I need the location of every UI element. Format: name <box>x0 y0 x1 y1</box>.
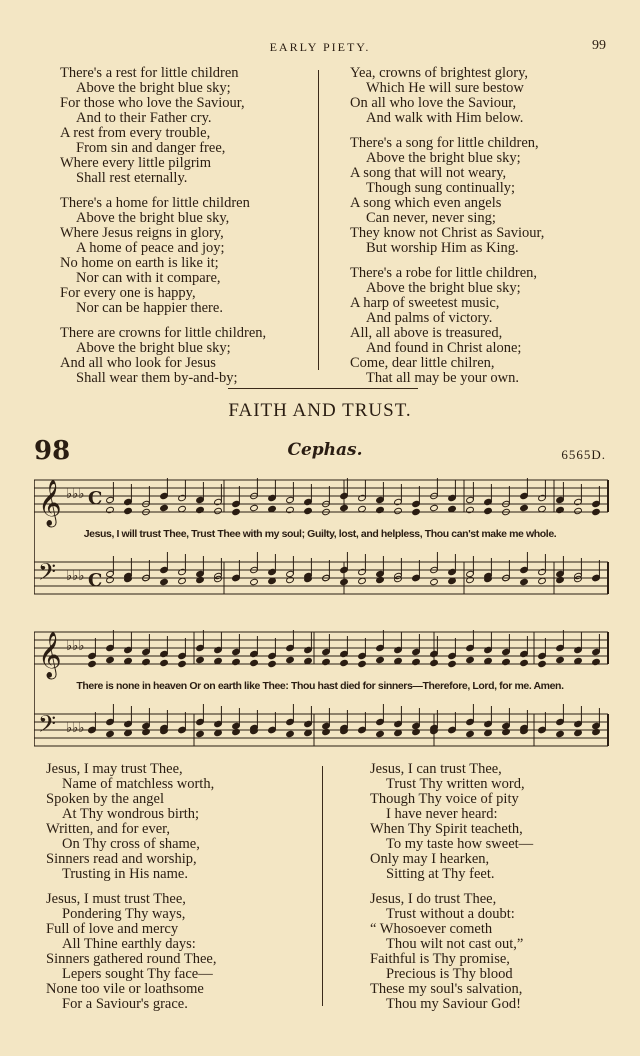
note-head <box>502 728 511 735</box>
verse-line: There are crowns for little children, <box>60 325 267 341</box>
note-head <box>322 728 331 735</box>
note-head <box>502 658 511 665</box>
verse-line: Where every little pilgrim <box>60 155 211 171</box>
note-head <box>178 660 187 667</box>
note-head <box>556 730 565 737</box>
note-head <box>214 507 223 514</box>
note-head <box>592 658 601 665</box>
verse-line: A song that will not weary, <box>350 165 507 181</box>
section-title: FAITH AND TRUST. <box>228 400 412 421</box>
note-head <box>556 576 565 583</box>
bass-staff <box>34 562 608 594</box>
bottom-right-verses <box>370 762 610 1022</box>
verse-line: Which He will sure bestow <box>366 80 524 96</box>
note-head <box>250 659 259 666</box>
verse-line: Faithful is Thy promise, <box>370 951 510 967</box>
verse-line: But worship Him as King. <box>366 240 519 256</box>
verse-line: There's a robe for little children, <box>350 265 538 281</box>
note-head <box>394 507 403 514</box>
note-head <box>538 660 547 667</box>
note-head <box>466 576 475 583</box>
verse-line: Above the bright blue sky; <box>366 280 521 296</box>
note-head <box>376 576 385 583</box>
verse-line: I have never heard: <box>386 806 498 822</box>
meter: 6565D. <box>561 447 606 462</box>
tune-name: Cephas. <box>287 440 363 460</box>
verse-line: These my soul's salvation, <box>370 981 523 997</box>
verse-line: When Thy Spirit teacheth, <box>370 821 523 837</box>
verse-line: Trusting in His name. <box>62 866 188 882</box>
verse-line: Trust without a doubt: <box>386 906 515 922</box>
note-head <box>196 506 205 513</box>
column-divider <box>322 766 323 1006</box>
stanza <box>60 196 315 316</box>
top-right-verses <box>350 66 610 396</box>
verse-line: On Thy cross of shame, <box>62 836 200 852</box>
verse-line: Thou my Saviour God! <box>386 996 521 1012</box>
note-head <box>340 504 349 511</box>
note-head <box>286 656 295 663</box>
note-head <box>304 507 313 514</box>
note-head <box>556 506 565 513</box>
bass-clef-icon: 𝄢 <box>38 710 57 743</box>
key-signature-icon: ♭♭♭ <box>66 721 85 736</box>
section-rule <box>228 388 418 389</box>
note-head <box>520 578 529 585</box>
note-head <box>286 506 295 513</box>
verse-line: A rest from every trouble, <box>60 125 211 141</box>
note-head <box>142 658 151 665</box>
verse-line: At Thy wondrous birth; <box>62 806 200 822</box>
stanza <box>46 892 306 1012</box>
verse-line: Jesus, I do trust Thee, <box>370 891 497 907</box>
note-head <box>286 576 295 583</box>
verse-line: Lepers sought Thy face— <box>62 966 213 982</box>
verse-line: For a Saviour's grace. <box>62 996 188 1012</box>
note-head <box>106 506 115 513</box>
key-signature-icon: ♭♭♭ <box>66 487 85 502</box>
verse-line: Jesus, I can trust Thee, <box>370 761 502 777</box>
note-head <box>196 730 205 737</box>
verse-line: Shall rest eternally. <box>76 170 188 186</box>
verse-line: There's a home for little children <box>60 195 250 211</box>
note-head <box>430 504 439 511</box>
verse-line: Jesus, I may trust Thee, <box>46 761 183 777</box>
note-head <box>340 578 349 585</box>
verse-line: Above the bright blue sky; <box>76 80 231 96</box>
verse-line: Above the bright blue sky; <box>366 150 521 166</box>
key-signature-icon: ♭♭♭ <box>66 569 85 584</box>
verse-line: Sinners gathered round Thee, <box>46 951 217 967</box>
column-divider <box>318 70 319 370</box>
verse-line: Above the bright blue sky, <box>76 210 230 226</box>
verse-line: Though sung continually; <box>366 180 516 196</box>
verse-line: Trust Thy written word, <box>386 776 525 792</box>
page-number: 99 <box>592 38 606 53</box>
verse-line: There's a rest for little children <box>60 65 239 81</box>
verse-line: All, all above is treasured, <box>350 325 503 341</box>
note-head <box>574 507 583 514</box>
verse-line: And palms of victory. <box>366 310 493 326</box>
note-head <box>376 730 385 737</box>
note-head <box>106 656 115 663</box>
treble-staff <box>34 632 608 664</box>
note-head <box>340 659 349 666</box>
verse-line: Shall wear them by-and-by; <box>76 370 238 386</box>
verse-line: Above the bright blue sky; <box>76 340 231 356</box>
note-head <box>466 506 475 513</box>
treble-clef-icon: 𝄞 <box>38 480 62 526</box>
note-head <box>322 658 331 665</box>
note-head <box>232 658 241 665</box>
key-signature-icon: ♭♭♭ <box>66 639 85 654</box>
note-head <box>142 728 151 735</box>
lyrics-underlay-line-2: There is none in heaven Or on earth like Thee: Thou hast died for sinners—Therefore, Lord, for me. Amen. <box>76 680 564 692</box>
note-head <box>412 658 421 665</box>
verse-line: For those who love the Saviour, <box>60 95 245 111</box>
verse-line: Yea, crowns of brightest glory, <box>350 65 529 81</box>
stanza <box>60 326 315 386</box>
verse-line: A song which even angels <box>350 195 502 211</box>
note-head <box>268 660 277 667</box>
note-head <box>592 508 601 515</box>
verse-line: “ Whosoever cometh <box>370 921 493 937</box>
stanza <box>350 136 610 256</box>
verse-line: Can never, never sing; <box>366 210 496 226</box>
verse-line: And to their Father cry. <box>76 110 212 126</box>
note-head <box>376 506 385 513</box>
note-head <box>286 730 295 737</box>
verse-line: Thou wilt not cast out,” <box>386 936 524 952</box>
note-head <box>196 576 205 583</box>
note-head <box>520 659 529 666</box>
verse-line: Where Jesus reigns in glory, <box>60 225 224 241</box>
stanza <box>350 266 610 386</box>
verse-line: Though Thy voice of pity <box>370 791 519 807</box>
verse-line: For every one is happy, <box>60 285 196 301</box>
note-head <box>412 728 421 735</box>
verse-line: No home on earth is like it; <box>60 255 219 271</box>
note-head <box>106 576 115 583</box>
note-head <box>124 507 133 514</box>
note-head <box>412 508 421 515</box>
stanza <box>350 66 610 126</box>
note-head <box>592 728 601 735</box>
note-head <box>484 507 493 514</box>
running-header: EARLY PIETY. <box>269 40 371 54</box>
verse-line: Nor can with it compare, <box>76 270 221 286</box>
note-head <box>196 656 205 663</box>
verse-line: Precious is Thy blood <box>386 966 513 982</box>
note-head <box>358 660 367 667</box>
note-head <box>466 656 475 663</box>
note-head <box>430 659 439 666</box>
verse-line: They know not Christ as Saviour, <box>350 225 545 241</box>
verse-line: All Thine earthly days: <box>62 936 196 952</box>
note-head <box>160 504 169 511</box>
verse-line: A home of peace and joy; <box>76 240 225 256</box>
note-head <box>376 656 385 663</box>
bass-clef-icon: 𝄢 <box>38 558 57 591</box>
verse-line: And walk with Him below. <box>366 110 524 126</box>
note-head <box>448 660 457 667</box>
note-head <box>556 656 565 663</box>
verse-line: Written, and for ever, <box>46 821 171 837</box>
top-left-verses <box>60 66 315 396</box>
verse-line: Nor can be happier there. <box>76 300 223 316</box>
lyrics-underlay-line-1: Jesus, I will trust Thee, Trust Thee with my soul; Guilty, lost, and helpless, Thou can'st make me whole. <box>83 528 557 540</box>
hymn-number: 98 <box>34 436 71 466</box>
verse-line: Pondering Thy ways, <box>62 906 186 922</box>
verse-line: There's a song for little children, <box>350 135 539 151</box>
verse-line: On all who love the Saviour, <box>350 95 517 111</box>
stanza <box>46 762 306 882</box>
note-head <box>250 578 259 585</box>
note-head <box>160 578 169 585</box>
note-head <box>106 730 115 737</box>
verse-line: And found in Christ alone; <box>366 340 522 356</box>
note-head <box>160 659 169 666</box>
note-head <box>232 508 241 515</box>
verse-line: And all who look for Jesus <box>60 355 216 371</box>
bottom-left-verses <box>46 762 306 1022</box>
note-head <box>250 504 259 511</box>
note-head <box>466 730 475 737</box>
common-time-icon: C <box>88 488 103 509</box>
verse-line: To my taste how sweet— <box>386 836 534 852</box>
note-head <box>520 504 529 511</box>
verse-line: Sinners read and worship, <box>46 851 197 867</box>
note-head <box>430 578 439 585</box>
stanza <box>370 892 610 1012</box>
verse-line: A harp of sweetest music, <box>350 295 500 311</box>
verse-line: Jesus, I must trust Thee, <box>46 891 186 907</box>
verse-line: Name of matchless worth, <box>62 776 215 792</box>
verse-line: Full of love and mercy <box>46 921 179 937</box>
stanza <box>370 762 610 882</box>
stanza <box>60 66 315 186</box>
verse-line: Spoken by the angel <box>46 791 164 807</box>
note-head <box>232 728 241 735</box>
treble-clef-icon: 𝄞 <box>38 632 62 678</box>
verse-line: From sin and danger free, <box>76 140 226 156</box>
verse-line: Come, dear little chilren, <box>350 355 495 371</box>
note-head <box>88 660 97 667</box>
verse-line: Only may I hearken, <box>370 851 490 867</box>
verse-line: None too vile or loathsome <box>46 981 204 997</box>
common-time-icon: C <box>88 570 103 591</box>
verse-line: That all may be your own. <box>366 370 520 386</box>
verse-line: Sitting at Thy feet. <box>386 866 495 882</box>
